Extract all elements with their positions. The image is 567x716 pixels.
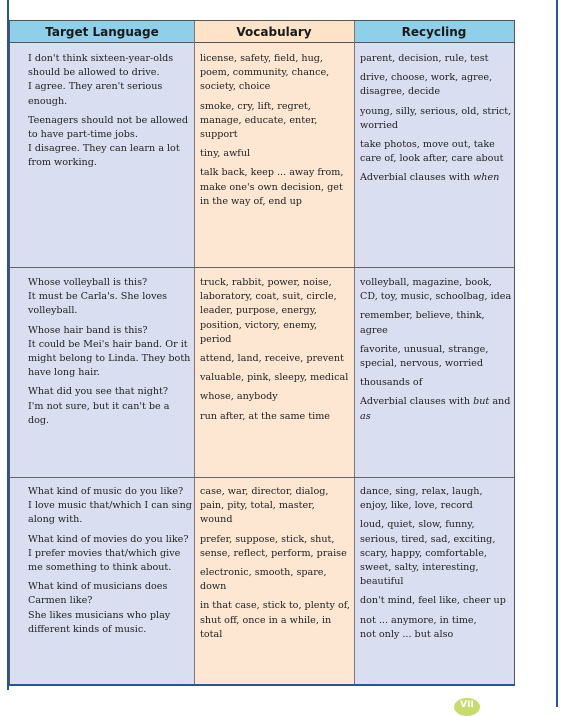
recycling-group: young, silly, serious, old, strict, worried [360,105,512,131]
row1-vocabulary-cell [200,52,350,214]
row3-target-cell [28,485,192,642]
vocab-group: talk back, keep ... away from, make one's own decision, get in the way of, end up [200,167,344,207]
recycling-group: parent, decision, rule, test [360,53,489,64]
target-line: What kind of movies do you like? [28,533,189,545]
vocab-group: prefer, suppose, stick, shut, sense, reflect, perform, praise [200,533,347,559]
column-divider [194,21,195,684]
recycling-group: Adverbial clauses with when [360,172,500,184]
target-line: It must be Carla's. She loves volleyball. [28,291,168,317]
vocab-group: case, war, director, dialog, pain, pity, total, master, wound [200,486,329,526]
recycling-group: don't mind, feel like, cheer up [360,595,506,607]
recycling-group: loud, quiet, slow, funny, serious, tired, sad, exciting, scary, happy, comfortable, sweet, salty, interesting, beautiful [360,519,496,588]
vocab-group: valuable, pink, sleepy, medical [200,372,349,384]
target-line: Teenagers should not be allowed to have part-time jobs. [28,114,188,141]
recycling-group: not ... anymore, in time, [360,614,477,626]
row1-target-cell [28,52,188,176]
target-line: I prefer movies that/which give me something to think about. [28,547,181,574]
row2-vocabulary-cell [200,276,350,429]
row1-recycling-cell [360,52,512,191]
bottom-rule [9,684,515,686]
vocab-group: license, safety, field, hug, poem, community, chance, society, choice [200,53,330,93]
row3-recycling-cell [360,485,512,647]
vocab-group: tiny, awful [200,148,251,160]
target-line: Whose hair band is this? [28,324,148,336]
recycling-group: remember, believe, think, agree [360,310,485,336]
target-line: She likes musicians who play different kinds of music. [28,609,171,635]
column-divider [354,21,355,684]
target-line: I disagree. They can learn a lot from working. [28,143,180,169]
row-divider [10,477,514,478]
recycling-group: dance, sing, relax, laugh, enjoy, like, love, record [360,486,483,512]
row3-vocabulary-cell [200,485,350,647]
row2-target-cell [28,276,192,433]
target-line: What did you see that night? [28,386,169,398]
vocab-group: truck, rabbit, power, noise, laboratory, coat, suit, circle, leader, purpose, energy, position, victory, enemy, period [200,277,337,345]
target-line: I agree. They aren't serious enough. [28,81,163,107]
target-line: What kind of music do you like? [28,486,184,497]
header-target-language: Target Language [10,21,194,43]
recycling-group: not only ... but also [360,628,454,640]
target-line: What kind of musicians does Carmen like? [28,581,168,607]
vocab-group: in that case, stick to, plenty of, shut off, once in a while, in total [200,600,350,640]
vocab-group: run after, at the same time [200,410,330,422]
recycling-group: Adverbial clauses with but and as [360,396,511,422]
recycling-group: favorite, unusual, strange, special, nervous, worried [360,343,489,370]
vocab-group: electronic, smooth, spare, down [200,567,327,593]
target-line: I love music that/which I can sing along with. [28,500,192,526]
recycling-group: take photos, move out, take care of, look after, care about [360,139,504,165]
row-divider [10,267,514,268]
target-line: I don't think sixteen-year-olds should be allowed to drive. [28,53,174,79]
target-line: I'm not sure, but it can't be a dog. [28,400,170,426]
vocab-group: whose, anybody [200,391,278,403]
target-line: Whose volleyball is this? [28,277,148,288]
recycling-group: drive, choose, work, agree, disagree, decide [360,72,493,98]
page-number-badge: VII [454,698,480,716]
vocab-group: attend, land, receive, prevent [200,353,344,365]
vocab-group: smoke, cry, lift, regret, manage, educate, enter, support [200,100,318,141]
syllabus-table [9,20,515,685]
header-vocabulary: Vocabulary [194,21,354,43]
recycling-group: thousands of [360,377,423,389]
row2-recycling-cell [360,276,512,429]
recycling-group: volleyball, magazine, book, CD, toy, music, schoolbag, idea [360,277,512,303]
target-line: It could be Mei's hair band. Or it might belong to Linda. They both have long hair. [28,338,191,379]
page-frame-right [556,0,558,707]
header-recycling: Recycling [354,21,514,43]
